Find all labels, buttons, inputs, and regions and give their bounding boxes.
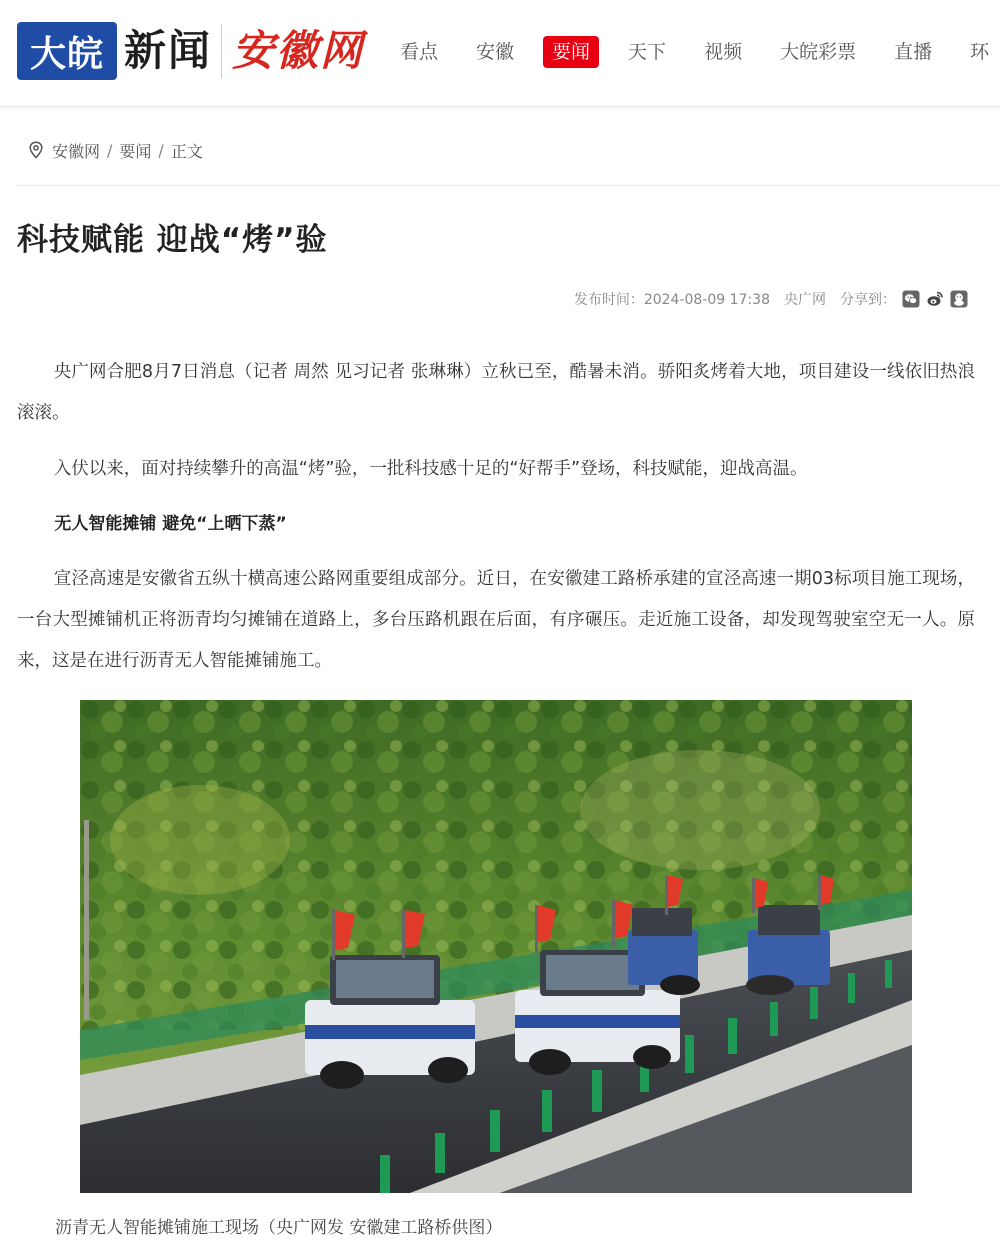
breadcrumb-divider (17, 185, 1000, 186)
nav-item-huan[interactable]: 环 (970, 41, 990, 63)
breadcrumb-separator: / (107, 140, 113, 160)
article-subheading: 无人智能摊铺 避免“上晒下蒸” (54, 514, 287, 534)
nav-item-tianxia[interactable]: 天下 (628, 41, 667, 63)
article-meta (574, 289, 968, 309)
nav-item-anhui[interactable]: 安徽 (476, 41, 515, 63)
article-body (17, 352, 975, 682)
weibo-icon[interactable] (926, 290, 944, 308)
share-label: 分享到： (840, 292, 896, 308)
logo-site-name[interactable]: 安徽网 (232, 26, 365, 75)
publish-time: 发布时间：2024-08-09 17:38 (573, 292, 770, 308)
logo-news-text[interactable]: 新闻 (124, 26, 213, 75)
breadcrumb-item-section[interactable]: 要闻 (119, 141, 152, 161)
article-photo (80, 700, 912, 1193)
nav-item-yaowen[interactable]: 要闻 (543, 36, 599, 68)
breadcrumb-separator: / (158, 140, 164, 160)
breadcrumb (28, 138, 203, 162)
article-title: 科技赋能 迎战“烤”验 (17, 222, 328, 258)
article-paragraph: 央广网合肥8月7日消息（记者 周然 见习记者 张琳琳）立秋已至，酷暑未消。骄阳炙烤着大地，项目建设一线依旧热浪滚滚。 (17, 362, 975, 423)
site-logo-mark[interactable] (17, 22, 117, 80)
qq-icon[interactable] (950, 290, 968, 308)
road-paving-photo (80, 700, 912, 1193)
nav-item-video[interactable]: 视频 (704, 41, 743, 63)
location-pin-icon (28, 141, 44, 159)
article-source: 央广网 (784, 292, 826, 308)
logo-mark-text: 大皖 (29, 32, 104, 75)
wechat-icon[interactable] (902, 290, 920, 308)
article-paragraph: 宣泾高速是安徽省五纵十横高速公路网重要组成部分。近日，在安徽建工路桥承建的宣泾高速一期03标项目施工现场，一台大型摊铺机正将沥青均匀摊铺在道路上，多台压路机跟在后面，有序碾压。走近施工设备，却发现驾驶室空无一人。原来，这是在进行沥青无人智能摊铺施工。 (17, 569, 975, 671)
article-paragraph: 入伏以来，面对持续攀升的高温“烤”验，一批科技感十足的“好帮手”登场，科技赋能，迎战高温。 (53, 459, 808, 479)
nav-item-lottery[interactable]: 大皖彩票 (780, 41, 857, 63)
breadcrumb-item-home[interactable]: 安徽网 (52, 141, 101, 161)
photo-caption: 沥青无人智能摊铺施工现场（央广网发 安徽建工路桥供图） (55, 1218, 503, 1238)
breadcrumb-item-current: 正文 (170, 141, 203, 161)
nav-item-live[interactable]: 直播 (894, 41, 933, 63)
site-header (0, 0, 1000, 107)
main-nav (400, 32, 1000, 72)
nav-item-kandian[interactable]: 看点 (400, 41, 439, 63)
logo-divider (221, 24, 222, 78)
